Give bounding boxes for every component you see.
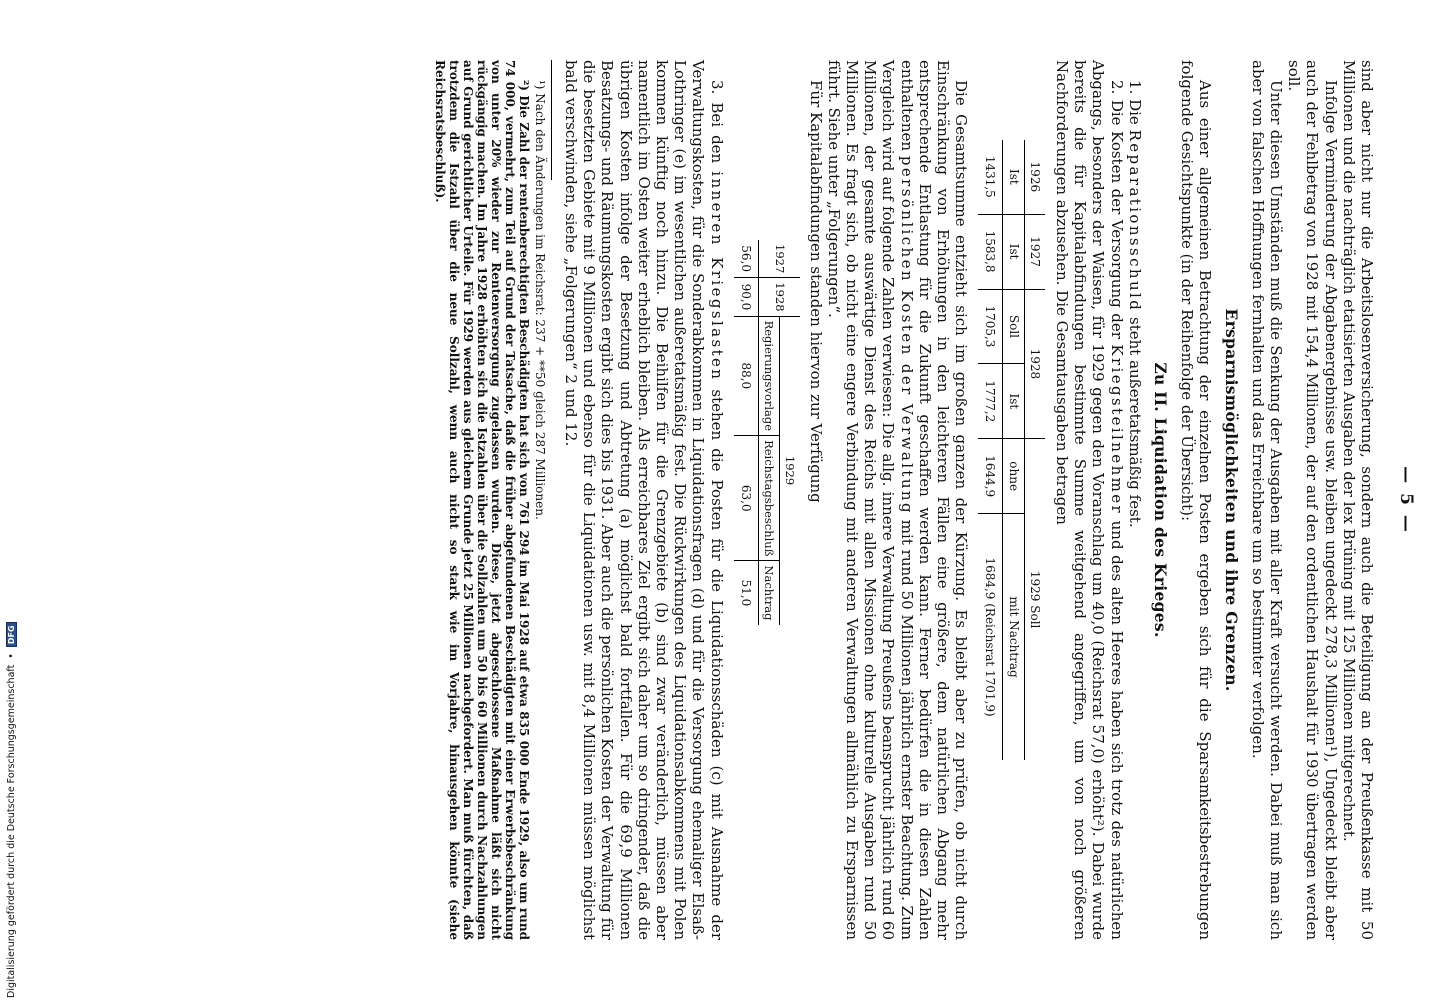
- digitization-credit: [4, 0, 18, 998]
- kapitalabfindungen-paragraph: Für Kapitalabfindungen standen hiervon zur Verfügung: [806, 80, 825, 503]
- t2-h-reg: Regierungsvorlage: [758, 316, 779, 436]
- t1-h-1926: 1926: [1024, 140, 1045, 214]
- credit-text: Digitalisierung gefördert durch die Deutsche Forschungsgemeinschaft: [5, 664, 17, 998]
- t1-cell: 1777,2: [978, 364, 1003, 439]
- t2-cell: 51,0: [734, 561, 759, 625]
- t1-h-ist-1926: Ist: [1003, 140, 1024, 214]
- intro-paragraph-1: sind aber nicht nur die Arbeitslosenversicherung, sondern auch die Beteiligung an der Preußenkasse mit 50 Millionen und die nachträglich etatisierten Ausgaben der lex Brüning mit 125 Millionen mitgerechnet.: [1339, 60, 1376, 940]
- t1-h-1928: 1928: [1024, 289, 1045, 439]
- t1-h-soll-1928: Soll: [1003, 289, 1024, 364]
- item-3-suffix: stehen die Posten für die Liquidationsschäden (c) mit Ausnahme der Verwaltungskosten, für die Sonderabkommen in Liquidationsfragen (d) und für die Versorgung ehemaliger Elsaß-Lothringer (e) im wesentlichen außeretatsmäßig fest. Die Rückwirkungen des Liquidationsabkommens mit Polen kommen künftig noch hinzu. Die Beihilfen für die Grenzgebiete (b) sind zwar veränderlich, müssen aber namentlich im Osten weiter erheblich bleiben. Als erreichbares Ziel ergibt sich daher um so dringender, daß die übrigen Kosten infolge der Besetzung und Abtretung (a) möglichst bald fortfallen. Für die 69,9 Millionen Besatzungs- und Räumungskosten ergibt sich dies bis 1931. Aber auch die persönlichen Kosten der Verwaltung für die besetzten Gebiete mit 9 Millionen und ebenso für die Liquidationen usw. mit 8,4 Millionen müssen möglichst bald verschwinden, siehe „Folgerungen“ 2 und 12.: [562, 60, 726, 940]
- gesamtsumme-paragraph: [825, 60, 971, 940]
- intro-paragraph-2: Infolge Verminderung der Abgabenergebnisse usw. bleiben ungedeckt 278,3 Millionen¹), Ungedeckt bleibt aber auch der Fehlbetrag von 1928 mit 154,4 Millionen, der auf den ordentlichen Haushalt für 1930 übertragen werden soll.: [1285, 60, 1340, 940]
- t2-h-rtb: Reichstagsbeschluß: [758, 436, 779, 561]
- t1-h-ist-1928: Ist: [1003, 364, 1024, 439]
- footnote-1: ¹) Nach den Änderungen im Reichsrat: 237 + **50 gleich 287 Millionen.: [532, 80, 547, 520]
- item-1-suffix: steht außeretatsmäßig fest.: [1125, 317, 1144, 528]
- page-number: — 5 —: [1396, 466, 1416, 534]
- general-paragraph: Aus einer allgemeinen Betrachtung der einzelnen Posten ergeben sich für die Sparsamkeitsbestrebungen folgende Gesichtspunkte (in der Reihenfolge der Übersicht):: [1178, 60, 1215, 940]
- item-2-prefix: 2. Die Kosten der Versorgung der: [1107, 80, 1126, 339]
- item-2-emphasis: Kriegsteilnehmer: [1107, 344, 1126, 516]
- expenditure-table: [978, 140, 1045, 760]
- item-2-paragraph: [1053, 60, 1126, 940]
- page-body: [433, 60, 1376, 940]
- t1-h-1927: 1927: [1024, 214, 1045, 289]
- t1-cell: 1431,5: [983, 155, 998, 198]
- t1-h-ist-1927: Ist: [1003, 214, 1024, 289]
- section-heading-ersparnis: Ersparnismöglichkeiten und ihre Grenzen.: [1221, 308, 1241, 692]
- item-1-paragraph: [1126, 60, 1144, 940]
- intro-paragraph-3: Unter diesen Umständen muß die Senkung der Ausgaben mit aller Kraft versucht werden. Dabei muß man sich aber von falschen Hoffnungen fernhalten und das Erreichbare um so bestimmter verfolgen.: [1248, 60, 1285, 940]
- footnote-2-block: [433, 60, 531, 940]
- gesamt-suffix: mit rund 50 Millionen jährlich ernster Beachtung. Zum Vergleich wird auf folgende Zahlen verwiesen: Die allg. innere Verwaltung Preußens beansprucht jährlich rund 60 Millionen, der gesamte auswärtige Dienst des Reichs mit allen Missionen ohne kulturelle Ausgaben rund 50 Millionen. Es fragt sich, ob nicht eine engere Verbindung mit anderen Verwaltungen allmählich zu Ersparnissen führt. Siehe unter „Folgerungen“.: [824, 60, 916, 940]
- t1-h-ohne: ohne: [1003, 439, 1024, 514]
- t1-h-mit: mit Nachtrag: [1003, 514, 1024, 760]
- section-heading-liquidation: Zu II. Liquidation des Krieges.: [1150, 362, 1170, 638]
- gesamt-emphasis: persönlichen Kosten der Verwaltung: [897, 155, 916, 515]
- item-3-paragraph: [562, 60, 726, 940]
- table-row: [734, 240, 759, 625]
- capital-settlement-table: [734, 240, 801, 625]
- gesamt-prefix: Die Gesamtsumme entzieht sich im großen ganzen der Kürzung. Es bleibt aber zu prüfen, ob nicht durch Einschränkung von Erhöhungen in den leichteren Fällen eine größere, dem natürlichen Abgang mehr entsprechende Entlastung für die Zukunft geschaffen werden kann. Ferner bedürfen die in diesen Zahlen enthaltenen: [897, 60, 971, 940]
- footnote-2: ²) Die Zahl der rentenberechtigten Beschädigten hat sich von 761 294 im Mai 1928 auf etwa 835 000 Ende 1929, also um rund 74 000, vermehrt, zum Teil auf Grund der Tatsache, daß die früher abgefundenen Beschädigten mit einer Erwerbsbeschränkung von unter 20% wieder zur Rentenversorgung zugelassen wurden. Diese, jetzt abgeschlossene Maßnahme läßt sich nicht rückgängig machen. Im Jahre 1928 erhöhten sich die Istzahlen über die Sollzahlen um 50 bis 60 Millionen durch Nachzahlungen auf Grund gerichtlicher Urteile. Für 1929 werden aus gleichem Grunde jetzt 25 Millionen nachgefordert. Man muß fürchten, daß trotzdem die Istzahl über die neue Sollzahl, wenn auch nicht so stark wie im Vorjahre, hinausgehen könnte (siehe Reichsratsbeschluß).: [432, 60, 531, 940]
- t1-cell: 1583,8: [978, 214, 1003, 289]
- t2-h-1928: 1928: [758, 278, 800, 316]
- table-row: [978, 140, 1003, 760]
- credit-separator: •: [5, 653, 17, 659]
- footnote-divider: [551, 60, 552, 180]
- dfg-logo: DFG: [6, 622, 17, 647]
- item-3-prefix: 3. Bei den: [707, 80, 726, 164]
- t1-cell: 1705,3: [978, 289, 1003, 364]
- t1-h-1929: 1929 Soll: [1024, 439, 1045, 760]
- t1-cell: 1684,9 (Reichsrat 1701,9): [978, 514, 1003, 760]
- t2-cell: 63,0: [734, 436, 759, 561]
- t2-cell: 88,0: [734, 316, 759, 436]
- footnotes: [533, 60, 547, 940]
- t2-h-1929: 1929: [780, 316, 801, 624]
- item-1-emphasis: Reparationsschuld: [1125, 129, 1144, 313]
- item-3-emphasis: inneren Kriegslasten: [707, 171, 726, 382]
- t1-cell: 1644,9: [978, 439, 1003, 514]
- document-page: [129, 0, 1434, 1000]
- t2-h-nach: Nachtrag: [758, 561, 779, 625]
- t2-h-1927: 1927: [758, 240, 800, 278]
- t2-cell: 56,0: [738, 245, 753, 272]
- item-1-prefix: 1. Die: [1125, 80, 1144, 125]
- item-2-suffix: und des alten Heeres haben sich trotz des natürlichen Abgangs, besonders der Waisen, für 1929 gegen den Voranschlag um 40,0 (Reichsrat 57,0) erhöht²). Dabei wurde bereits die für Kapitalabfindungen bestimmte Summe weitgehend angegriffen, um von noch größeren Nachforderungen abzusehen. Die Gesamtausgaben betragen: [1052, 60, 1126, 940]
- t2-cell: 90,0: [734, 278, 759, 316]
